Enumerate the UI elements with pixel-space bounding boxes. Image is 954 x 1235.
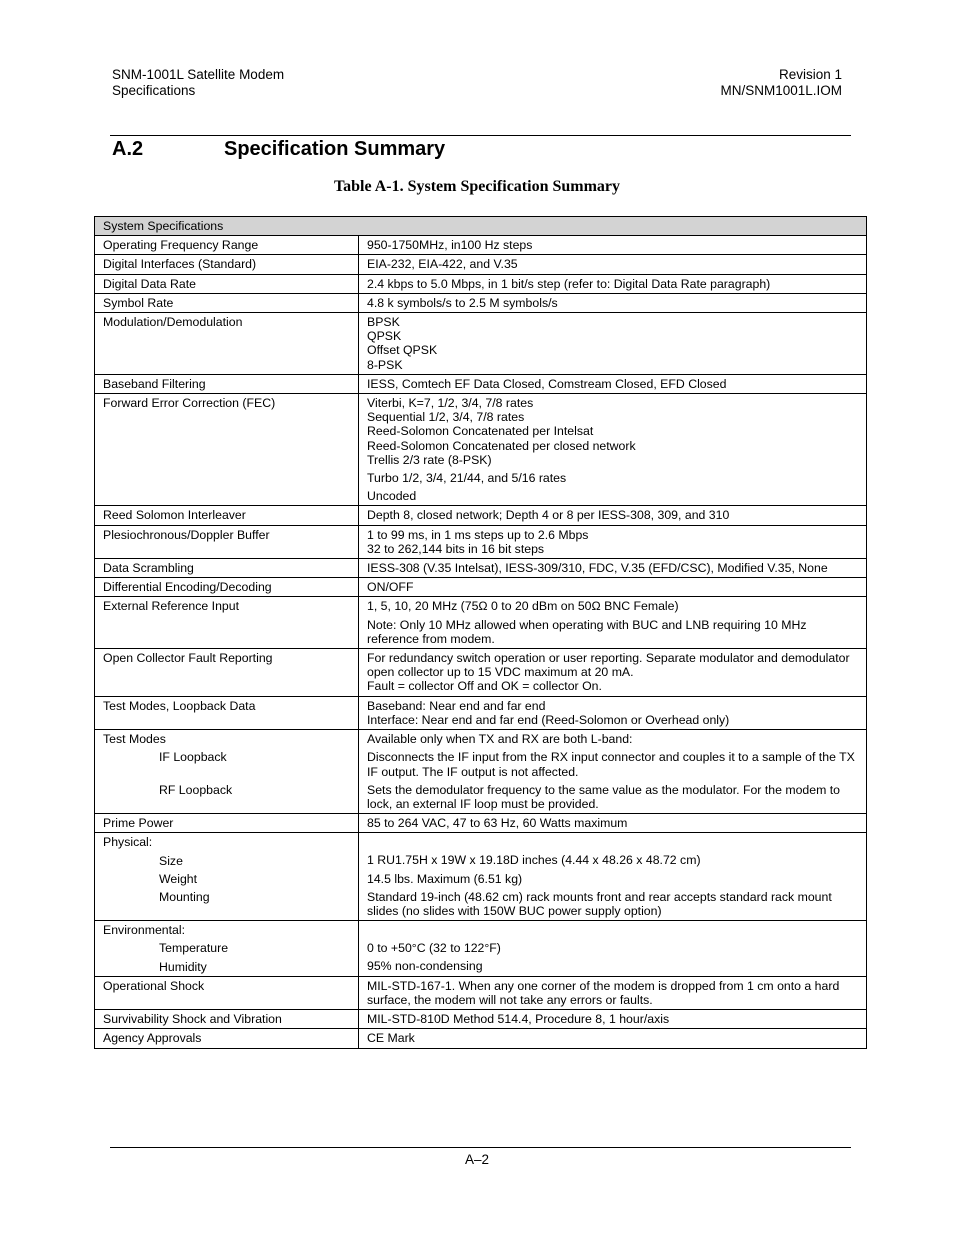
sub-label: Humidity bbox=[159, 959, 207, 974]
spec-value: ON/OFF bbox=[359, 578, 867, 597]
value-line: 95% non-condensing bbox=[367, 959, 483, 974]
spec-label: Open Collector Fault Reporting bbox=[95, 649, 359, 697]
value-line: Uncoded bbox=[367, 489, 417, 504]
label-line: Environmental: bbox=[103, 923, 186, 938]
spec-label: Operational Shock bbox=[95, 976, 359, 1009]
spec-label: Forward Error Correction (FEC) bbox=[95, 394, 359, 506]
value-line: Sets the demodulator frequency to the same value as the modulator. For the modem to lock, an external IF loop must be provided. bbox=[367, 782, 841, 811]
spec-value: CE Mark bbox=[359, 1029, 867, 1048]
table-row bbox=[95, 374, 867, 393]
value-line: Sequential 1/2, 3/4, 7/8 rates bbox=[367, 410, 525, 425]
value-line: Note: Only 10 MHz allowed when operating with BUC and LNB requiring 10 MHz reference from modem. bbox=[367, 617, 807, 646]
running-header-right bbox=[720, 67, 842, 99]
value-line: Interface: Near end and far end (Reed-Solomon or Overhead only) bbox=[367, 712, 730, 727]
spec-label: Prime Power bbox=[95, 814, 359, 833]
spec-label bbox=[95, 730, 359, 814]
spec-value: MIL-STD-810D Method 514.4, Procedure 8, 1 hour/axis bbox=[359, 1010, 867, 1029]
spec-label: Digital Interfaces (Standard) bbox=[95, 255, 359, 274]
sub-label: Weight bbox=[159, 871, 198, 886]
section-number: A.2 bbox=[112, 138, 144, 160]
table-row bbox=[95, 559, 867, 578]
spec-label bbox=[95, 921, 359, 977]
table-row bbox=[95, 236, 867, 255]
table-row bbox=[95, 696, 867, 729]
value-line: Viterbi, K=7, 1/2, 3/4, 7/8 rates bbox=[367, 396, 534, 411]
table-row bbox=[95, 649, 867, 697]
table-row bbox=[95, 921, 867, 977]
table-row bbox=[95, 255, 867, 274]
table-row bbox=[95, 1029, 867, 1048]
spec-label: Survivability Shock and Vibration bbox=[95, 1010, 359, 1029]
spec-value: 2.4 kbps to 5.0 Mbps, in 1 bit/s step (refer to: Digital Data Rate paragraph) bbox=[359, 274, 867, 293]
spec-value bbox=[359, 313, 867, 375]
table-row bbox=[95, 814, 867, 833]
header-rule bbox=[110, 135, 851, 136]
footer-rule bbox=[110, 1147, 851, 1148]
value-line: Offset QPSK bbox=[367, 343, 438, 358]
table-row bbox=[95, 833, 867, 921]
spec-label: Plesiochronous/Doppler Buffer bbox=[95, 525, 359, 558]
value-line: Reed-Solomon Concatenated per Intelsat bbox=[367, 424, 594, 439]
value-line: For redundancy switch operation or user reporting. Separate modulator and demodulator open collector up to 15 VDC maximum at 20 mA. bbox=[367, 651, 850, 680]
spec-label: Baseband Filtering bbox=[95, 374, 359, 393]
table-row bbox=[95, 1010, 867, 1029]
value-line: 0 to +50°C (32 to 122°F) bbox=[367, 941, 501, 956]
value-line: 8-PSK bbox=[367, 357, 403, 372]
table-row bbox=[95, 293, 867, 312]
label-line: Test Modes bbox=[103, 732, 166, 747]
spec-label: Agency Approvals bbox=[95, 1029, 359, 1048]
value-line: Turbo 1/2, 3/4, 21/44, and 5/16 rates bbox=[367, 471, 567, 486]
value-line: Available only when TX and RX are both L-band: bbox=[367, 732, 633, 747]
spec-value bbox=[359, 921, 867, 977]
spec-label: Modulation/Demodulation bbox=[95, 313, 359, 375]
value-line: 32 to 262,144 bits in 16 bit steps bbox=[367, 541, 545, 556]
table-row bbox=[95, 394, 867, 506]
table-row bbox=[95, 730, 867, 814]
spec-label: Differential Encoding/Decoding bbox=[95, 578, 359, 597]
value-line: Trellis 2/3 rate (8-PSK) bbox=[367, 452, 492, 467]
running-header-left bbox=[112, 67, 284, 99]
spec-value bbox=[359, 597, 867, 649]
spec-value bbox=[359, 525, 867, 558]
spec-value bbox=[359, 394, 867, 506]
value-line: QPSK bbox=[367, 329, 402, 344]
chapter-name: Specifications bbox=[112, 83, 196, 98]
section-heading bbox=[112, 138, 445, 161]
value-line: 1 to 99 ms, in 1 ms steps up to 2.6 Mbps bbox=[367, 527, 589, 542]
page-number: A–2 bbox=[464, 1152, 490, 1167]
product-name: SNM-1001L Satellite Modem bbox=[112, 67, 285, 82]
value-line: Baseband: Near end and far end bbox=[367, 698, 546, 713]
spec-value: Depth 8, closed network; Depth 4 or 8 per IESS-308, 309, and 310 bbox=[359, 506, 867, 525]
spec-label: Operating Frequency Range bbox=[95, 236, 359, 255]
value-line: Reed-Solomon Concatenated per closed network bbox=[367, 438, 636, 453]
spec-label: Test Modes, Loopback Data bbox=[95, 696, 359, 729]
spec-value bbox=[359, 833, 867, 921]
spec-value: MIL-STD-167-1. When any one corner of the modem is dropped from 1 cm onto a hard surface, the modem will not take any errors or faults. bbox=[359, 976, 867, 1009]
table-row bbox=[95, 525, 867, 558]
section-title: Specification Summary bbox=[224, 138, 446, 160]
specification-table bbox=[94, 216, 867, 1049]
spec-label: Symbol Rate bbox=[95, 293, 359, 312]
spec-value: EIA-232, EIA-422, and V.35 bbox=[359, 255, 867, 274]
spec-label: External Reference Input bbox=[95, 597, 359, 649]
spec-value bbox=[359, 696, 867, 729]
spec-value: IESS, Comtech EF Data Closed, Comstream Closed, EFD Closed bbox=[359, 374, 867, 393]
table-row bbox=[95, 274, 867, 293]
table-caption: Table A-1. System Specification Summary bbox=[333, 178, 621, 195]
document-number: MN/SNM1001L.IOM bbox=[720, 83, 842, 98]
value-line: 1, 5, 10, 20 MHz (75Ω 0 to 20 dBm on 50Ω BNC Female) bbox=[367, 599, 679, 614]
table-row bbox=[95, 597, 867, 649]
value-line: Fault = collector Off and OK = collector On. bbox=[367, 679, 602, 694]
value-line: 1 RU1.75H x 19W x 19.18D inches (4.44 x 48.26 x 48.72 cm) bbox=[367, 853, 701, 868]
table-row bbox=[95, 578, 867, 597]
spec-value: 4.8 k symbols/s to 2.5 M symbols/s bbox=[359, 293, 867, 312]
revision: Revision 1 bbox=[778, 67, 842, 82]
sub-label: RF Loopback bbox=[159, 782, 233, 797]
table-header-cell: System Specifications bbox=[95, 217, 867, 236]
sub-label: Temperature bbox=[159, 941, 229, 956]
table-header-row bbox=[95, 217, 867, 236]
sub-label: Mounting bbox=[159, 889, 210, 904]
value-line: 14.5 lbs. Maximum (6.51 kg) bbox=[367, 871, 523, 886]
spec-value bbox=[359, 649, 867, 697]
spec-label: Data Scrambling bbox=[95, 559, 359, 578]
value-line: Standard 19-inch (48.62 cm) rack mounts front and rear accepts standard rack mount slides (no slides with 150W BUC power supply option) bbox=[367, 889, 832, 918]
sub-label: IF Loopback bbox=[159, 750, 227, 765]
value-line: BPSK bbox=[367, 315, 400, 330]
sub-label: Size bbox=[159, 853, 183, 868]
spec-label: Digital Data Rate bbox=[95, 274, 359, 293]
label-line: Physical: bbox=[103, 835, 153, 850]
spec-value: IESS-308 (V.35 Intelsat), IESS-309/310, FDC, V.35 (EFD/CSC), Modified V.35, None bbox=[359, 559, 867, 578]
table-row bbox=[95, 313, 867, 375]
table-row bbox=[95, 506, 867, 525]
spec-value: 85 to 264 VAC, 47 to 63 Hz, 60 Watts maximum bbox=[359, 814, 867, 833]
value-line: Disconnects the IF input from the RX input connector and couples it to a sample of the TX IF output. The IF output is not affected. bbox=[367, 750, 855, 779]
spec-label bbox=[95, 833, 359, 921]
spec-label: Reed Solomon Interleaver bbox=[95, 506, 359, 525]
table-row bbox=[95, 976, 867, 1009]
spec-value: 950-1750MHz, in100 Hz steps bbox=[359, 236, 867, 255]
spec-value bbox=[359, 730, 867, 814]
